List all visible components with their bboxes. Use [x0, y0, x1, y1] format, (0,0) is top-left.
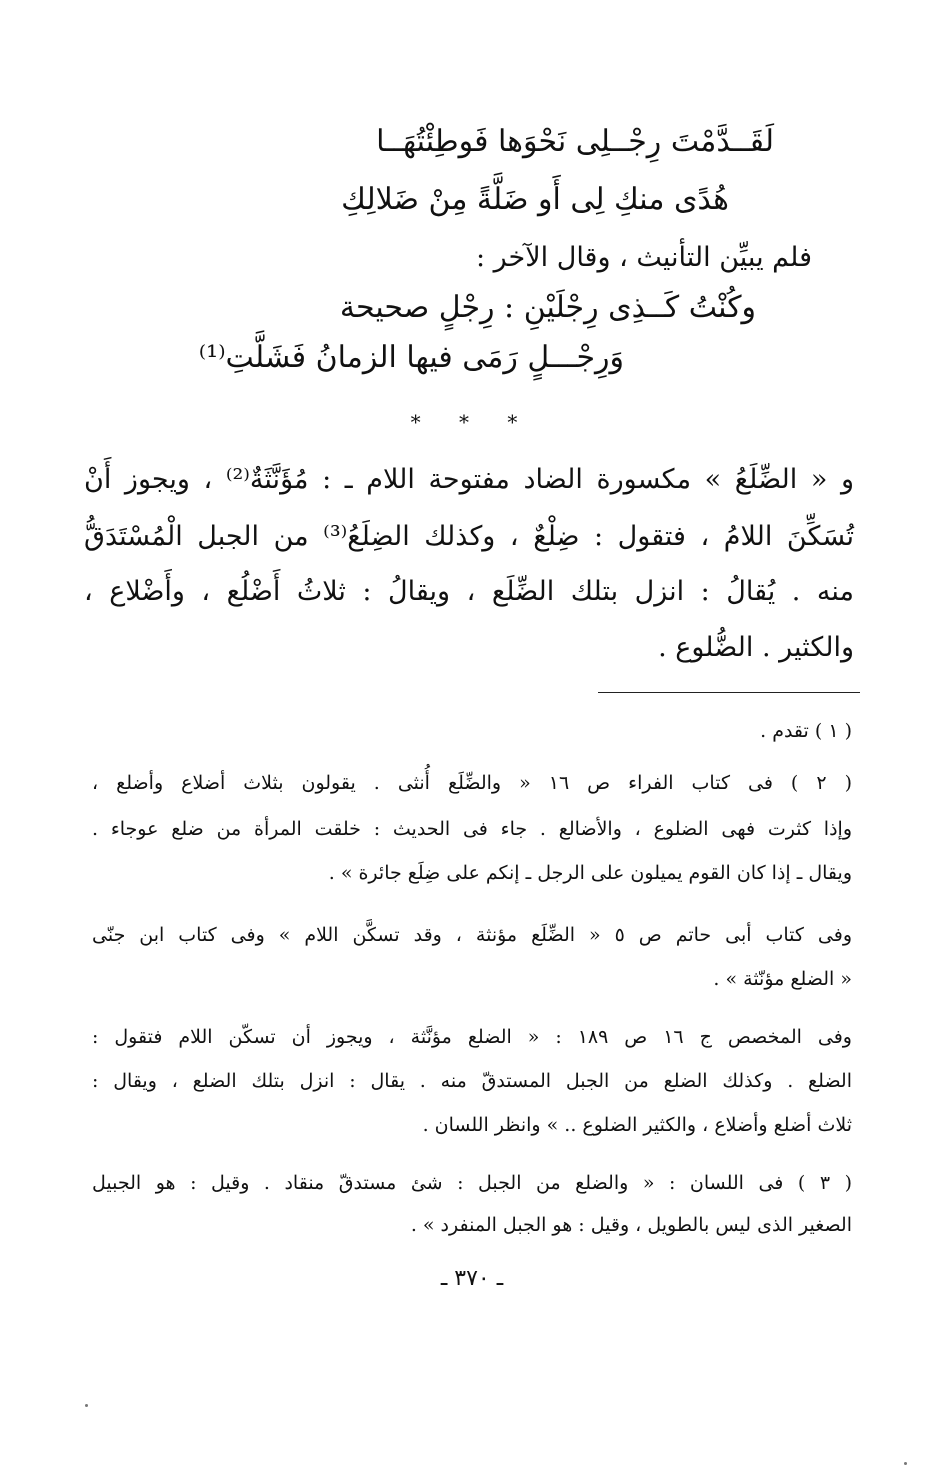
footnote-2b-line: « الضلع مؤنّثة » .	[713, 968, 852, 990]
scan-speck	[85, 1404, 88, 1407]
paragraph-line: منه . يُقالُ : انزل بتلك الضِّلَع ، ويقالُ : ثلاثُ أَضْلُع ، وأَضْلاع ،	[84, 576, 854, 607]
verse-line: هُدًى منكِ لِى أَو ضَلَّةً مِنْ ضَلالِكِ	[341, 182, 729, 217]
footnote-3-line: ( ٣ ) فى اللسان : « والضلع من الجبل : شئ مستدقّ منقاد . وقيل : هو الجبيل	[92, 1172, 852, 1194]
verse-line: لَقَــدَّمْتَ رِجْــلِى نَحْوَها فَوطِئْتُهَــا	[376, 124, 774, 159]
verse-line: وكُنْتُ كَــذِى رِجْلَيْنِ : رِجْلٍ صحيحة	[339, 290, 756, 325]
verse-line: وَرِجْـــلٍ رَمَى فيها الزمانُ فَشَلَّتِ⁽¹⁾	[198, 340, 624, 375]
footnote-2-line: وإذا كثرت فهى الضلوع ، والأضالع . جاء فى الحديث : خلقت المرأة من ضلع عوجاء .	[92, 818, 852, 840]
section-separator: * * *	[410, 410, 534, 434]
footnote-2c-line: وفى المخصص ج ١٦ ص ١٨٩ : « الضلع مؤنَّثة ، ويجوز أن تسكّن اللام فتقول :	[92, 1026, 852, 1048]
footnote-divider	[598, 692, 860, 693]
paragraph-line: و « الضِّلَعُ » مكسورة الضاد مفتوحة اللام ـ : مُؤَنَّثَةٌ⁽²⁾ ، ويجوز أَنْ	[84, 464, 854, 495]
footnote-2c-line: الضلع . وكذلك الضلع من الجبل المستدقّ منه . يقال : انزل بتلك الضلع ، ويقال :	[92, 1070, 852, 1092]
footnote-2c-line: ثلاث أضلع وأضلاع ، والكثير الضلوع .. » وانظر اللسان .	[422, 1114, 852, 1136]
footnote-2b-line: وفى كتاب أبى حاتم ص ٥ « الضِّلَع مؤنثة ، وقد تسكَّن اللام » وفى كتاب ابن جنّى	[92, 924, 852, 946]
paragraph-line: تُسَكِّنَ اللامُ ، فتقول : ضِلْعٌ ، وكذلك الضِلَعُ⁽³⁾ من الجبل الْمُسْتَدَقُّ	[84, 521, 854, 552]
footnote-2-line: ويقال ـ إذا كان القوم يميلون على الرجل ـ إنكم على ضِلَع جائرة » .	[328, 862, 852, 884]
footnote-3-line: الصغير الذى ليس بالطويل ، وقيل : هو الجبل المنفرد » .	[410, 1214, 852, 1236]
page-number: ـ ٣٧٠ ـ	[440, 1266, 504, 1291]
footnote-1: ( ١ ) تقدم .	[760, 720, 852, 742]
paragraph-line: والكثير . الضُّلوع .	[658, 632, 854, 663]
verse-transition: فلم يبيِّن التأنيث ، وقال الآخر :	[475, 242, 812, 273]
footnote-2-line: ( ٢ ) فى كتاب الفراء ص ١٦ « والضِّلَع أُنثى . يقولون بثلاث أضلاع وأضلع ،	[92, 772, 852, 794]
scan-speck	[904, 1462, 907, 1465]
